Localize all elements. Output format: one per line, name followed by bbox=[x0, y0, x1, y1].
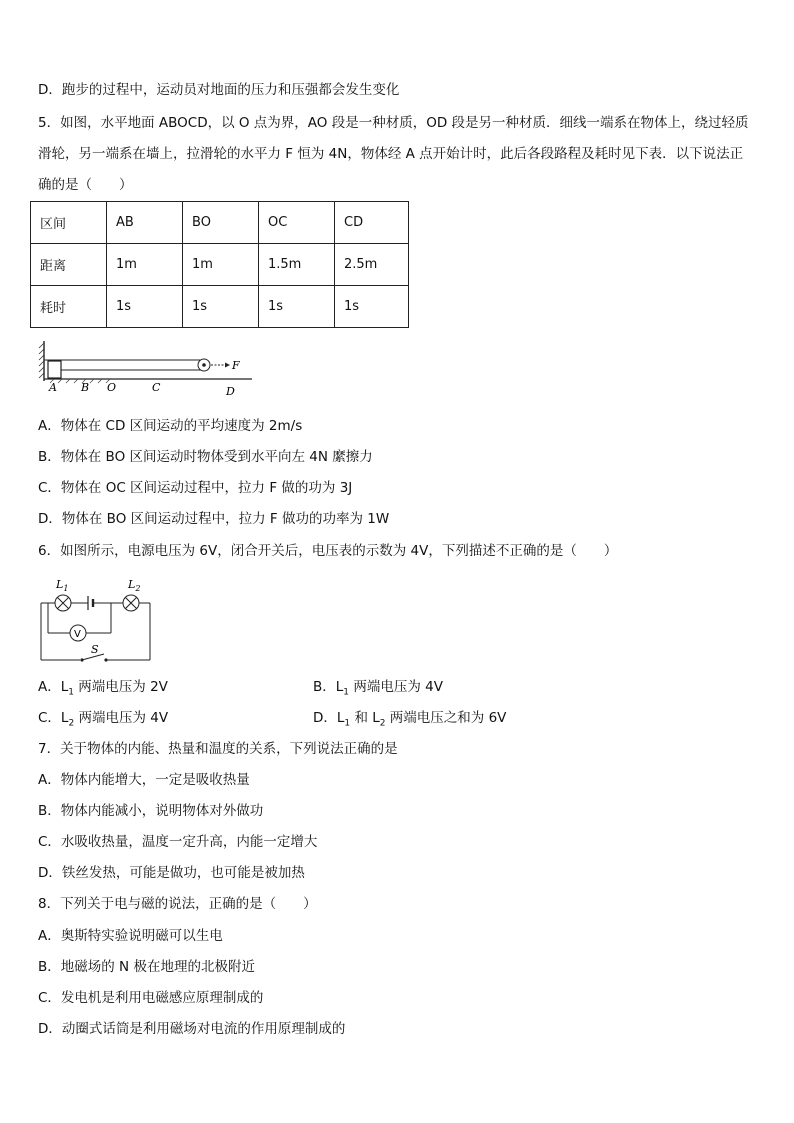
q6-circuit-figure bbox=[36, 574, 158, 666]
q7-option-a: A．物体内能增大，一定是吸收热量 bbox=[38, 772, 250, 788]
table-cell: 1s bbox=[335, 286, 409, 328]
q6-stem: 6．如图所示，电源电压为 6V，闭合开关后，电压表的示数为 4V，下列描述不正确的是（ ） bbox=[38, 543, 618, 559]
table-cell: 区间 bbox=[31, 202, 107, 244]
q5-option-b: B．物体在 BO 区间运动时物体受到水平向左 4N 縻擦力 bbox=[38, 449, 373, 465]
label-F: F bbox=[232, 359, 240, 372]
q6-option-c: C．$L_2$ 两端电压为 4V bbox=[38, 710, 169, 729]
label-D: D bbox=[226, 385, 235, 397]
q7-stem: 7．关于物体的内能、热量和温度的关系，下列说法正确的是 bbox=[38, 741, 398, 757]
table-cell: 1s bbox=[183, 286, 259, 328]
label-O: O bbox=[107, 381, 117, 394]
table-row bbox=[31, 286, 409, 328]
q5-stem-line2: 滑轮，另一端系在墙上，拉滑轮的水平力 F 恒为 4N，物体经 A 点开始计时，此后各段路程及耗时见下表．以下说法正 bbox=[38, 146, 744, 162]
q5-stem-line1: 5．如图，水平地面 ABOCD，以 O 点为界，AO 段是一种材质，OD 段是另一种材质．细线一端系在物体上，绕过轻质 bbox=[38, 115, 749, 131]
q5-option-d: D．物体在 BO 区间运动过程中，拉力 F 做功的功率为 1W bbox=[38, 511, 390, 527]
label-A: A bbox=[49, 381, 57, 394]
table-cell: 耗时 bbox=[31, 286, 107, 328]
block-shape bbox=[48, 361, 61, 378]
q5-pulley-figure bbox=[36, 337, 258, 397]
table-cell: BO bbox=[183, 202, 259, 244]
q8-stem: 8．下列关于电与磁的说法，正确的是（ ） bbox=[38, 896, 317, 912]
table-cell: 1m bbox=[107, 244, 183, 286]
label-L2: $L_2$ bbox=[128, 578, 141, 593]
q5-data-table bbox=[30, 201, 409, 328]
q6-option-b: B．$L_1$ 两端电压为 4V bbox=[313, 679, 443, 698]
q7-option-d: D．铁丝发热，可能是做功，也可能是被加热 bbox=[38, 865, 305, 881]
q6-option-a: A．$L_1$ 两端电压为 2V bbox=[38, 679, 168, 698]
label-B: B bbox=[81, 381, 90, 394]
force-arrowhead bbox=[225, 363, 230, 368]
q5-option-c: C．物体在 OC 区间运动过程中，拉力 F 做的功为 3J bbox=[38, 480, 353, 496]
q7-option-c: C．水吸收热量，温度一定升高，内能一定增大 bbox=[38, 834, 318, 850]
label-V: V bbox=[74, 629, 81, 640]
table-cell: 1s bbox=[259, 286, 335, 328]
table-row bbox=[31, 244, 409, 286]
q5-option-a: A．物体在 CD 区间运动的平均速度为 2m/s bbox=[38, 418, 303, 434]
wall-hatch bbox=[39, 343, 44, 378]
q8-option-d: D．动圈式话筒是利用磁场对电流的作用原理制成的 bbox=[38, 1021, 346, 1037]
q5-stem-line3: 确的是（ ） bbox=[38, 177, 133, 193]
pulley-axle bbox=[202, 363, 206, 367]
table-cell: AB bbox=[107, 202, 183, 244]
q4-option-d: D．跑步的过程中，运动员对地面的压力和压强都会发生变化 bbox=[38, 82, 400, 98]
label-L1: $L_1$ bbox=[56, 578, 69, 593]
label-S: S bbox=[91, 643, 99, 656]
q8-option-a: A．奥斯特实验说明磁可以生电 bbox=[38, 928, 223, 944]
table-cell: OC bbox=[259, 202, 335, 244]
label-C: C bbox=[152, 381, 161, 394]
table-row bbox=[31, 202, 409, 244]
table-cell: CD bbox=[335, 202, 409, 244]
table-cell: 1s bbox=[107, 286, 183, 328]
table-cell: 1m bbox=[183, 244, 259, 286]
q7-option-b: B．物体内能减小，说明物体对外做功 bbox=[38, 803, 264, 819]
q8-option-b: B．地磁场的 N 极在地理的北极附近 bbox=[38, 959, 255, 975]
table-cell: 1.5m bbox=[259, 244, 335, 286]
table-cell: 2.5m bbox=[335, 244, 409, 286]
q8-option-c: C．发电机是利用电磁感应原理制成的 bbox=[38, 990, 264, 1006]
q6-option-d: D．$L_1$ 和 $L_2$ 两端电压之和为 6V bbox=[313, 710, 507, 729]
table-cell: 距离 bbox=[31, 244, 107, 286]
